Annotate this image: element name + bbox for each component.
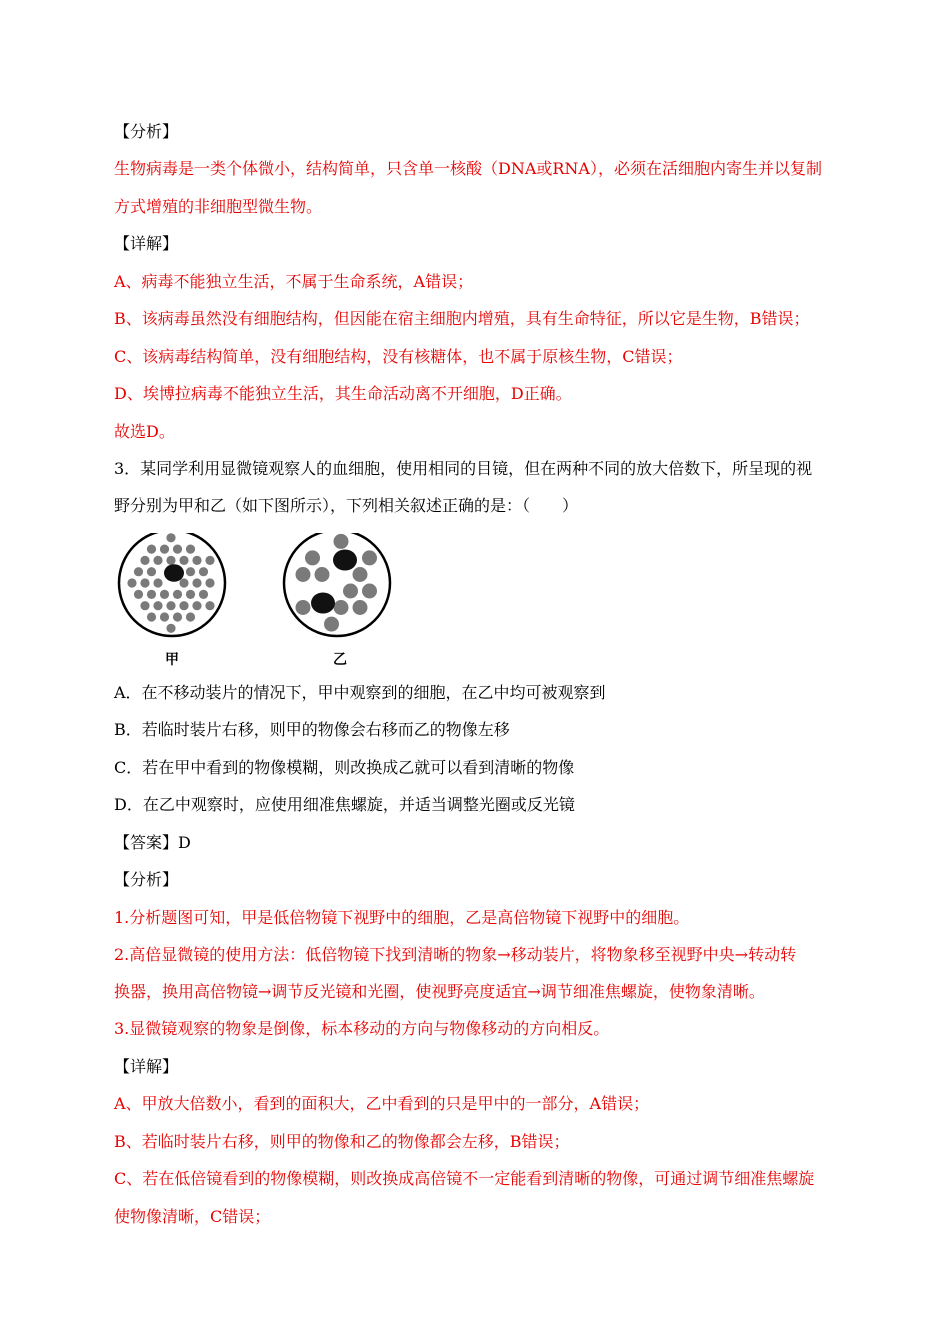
red-blood-cell — [134, 567, 143, 576]
low-power-field — [119, 533, 225, 636]
section-header-analysis: 【分析】 — [114, 122, 179, 141]
section-header-detail: 【详解】 — [114, 1057, 179, 1076]
red-blood-cell — [140, 578, 149, 587]
red-blood-cell — [160, 545, 169, 554]
detail-item-b: B、该病毒虽然没有细胞结构，但因能在宿主细胞内增殖，具有生命特征，所以它是生物，B错误； — [114, 309, 810, 328]
question-stem-line: 3．某同学利用显微镜观察人的血细胞，使用相同的目镜，但在两种不同的放大倍数下，所呈现的视 — [114, 459, 813, 478]
red-blood-cell — [140, 601, 149, 610]
answer-line: 【答案】D — [114, 833, 191, 852]
detail-item-c: C、若在低倍镜看到的物像模糊，则改换成高倍镜不一定能看到清晰的物像，可通过调节细准焦螺旋 — [114, 1169, 815, 1188]
red-blood-cell — [353, 600, 368, 615]
red-blood-cell — [166, 533, 175, 542]
detail-item-c-cont: 使物像清晰，C错误； — [114, 1207, 271, 1226]
red-blood-cell — [147, 545, 156, 554]
figure-label-jia: 甲 — [165, 652, 179, 668]
white-blood-cell-nucleus — [164, 564, 184, 582]
red-blood-cell — [334, 600, 349, 615]
red-blood-cell — [315, 567, 330, 582]
section-header-detail: 【详解】 — [114, 234, 179, 253]
red-blood-cell — [334, 534, 349, 549]
red-blood-cell — [205, 601, 214, 610]
red-blood-cell — [186, 590, 195, 599]
red-blood-cell — [205, 578, 214, 587]
red-blood-cell — [173, 612, 182, 621]
high-power-field — [284, 533, 390, 636]
red-blood-cell — [192, 556, 201, 565]
analysis-point-2-cont: 换器，换用高倍物镜→调节反光镜和光圈，使视野亮度适宜→调节细准焦螺旋，使物象清晰。 — [114, 982, 765, 1001]
detail-item-a: A、病毒不能独立生活，不属于生命系统，A错误； — [114, 272, 474, 291]
red-blood-cell — [362, 550, 377, 565]
option-a: A．在不移动装片的情况下，甲中观察到的细胞，在乙中均可被观察到 — [114, 683, 606, 702]
red-blood-cell — [186, 545, 195, 554]
red-blood-cell — [192, 601, 201, 610]
red-blood-cell — [127, 578, 136, 587]
detail-item-d: D、埃博拉病毒不能独立生活，其生命活动离不开细胞，D正确。 — [114, 384, 572, 403]
red-blood-cell — [134, 590, 143, 599]
red-blood-cell — [153, 578, 162, 587]
detail-item-b: B、若临时装片右移，则甲的物像和乙的物像都会左移，B错误； — [114, 1132, 570, 1151]
red-blood-cell — [324, 617, 339, 632]
white-blood-cell-nucleus — [311, 592, 335, 613]
final-choice: 故选D。 — [114, 422, 175, 441]
red-blood-cell — [147, 590, 156, 599]
microscope-fields-figure — [114, 533, 414, 668]
detail-item-c: C、该病毒结构简单，没有细胞结构，没有核糖体，也不属于原核生物，C错误； — [114, 347, 683, 366]
red-blood-cell — [343, 584, 358, 599]
red-blood-cell — [140, 556, 149, 565]
option-d: D．在乙中观察时，应使用细准焦螺旋，并适当调整光圈或反光镜 — [114, 795, 575, 814]
red-blood-cell — [353, 567, 368, 582]
red-blood-cell — [160, 590, 169, 599]
red-blood-cell — [160, 612, 169, 621]
white-blood-cell-nucleus — [333, 549, 357, 570]
analysis-text-line: 生物病毒是一类个体微小，结构简单，只含单一核酸（DNA或RNA），必须在活细胞内寄生并以复制 — [114, 159, 822, 178]
option-c: C．若在甲中看到的物像模糊，则改换成乙就可以看到清晰的物像 — [114, 758, 575, 777]
red-blood-cell — [166, 556, 175, 565]
red-blood-cell — [179, 578, 188, 587]
red-blood-cell — [186, 612, 195, 621]
red-blood-cell — [179, 601, 188, 610]
red-blood-cell — [205, 556, 214, 565]
figure-label-yi: 乙 — [333, 652, 347, 668]
red-blood-cell — [153, 556, 162, 565]
red-blood-cell — [296, 567, 311, 582]
microscope-fields-illustration — [114, 533, 414, 668]
red-blood-cell — [179, 556, 188, 565]
red-blood-cell — [305, 550, 320, 565]
analysis-point-3: 3.显微镜观察的物象是倒像，标本移动的方向与物像移动的方向相反。 — [114, 1019, 610, 1038]
section-header-analysis: 【分析】 — [114, 870, 179, 889]
analysis-point-2: 2.高倍显微镜的使用方法：低倍物镜下找到清晰的物象→移动装片，将物象移至视野中央→转动转 — [114, 945, 797, 964]
option-b: B．若临时装片右移，则甲的物像会右移而乙的物像左移 — [114, 720, 510, 739]
red-blood-cell — [173, 545, 182, 554]
red-blood-cell — [153, 601, 162, 610]
red-blood-cell — [147, 567, 156, 576]
red-blood-cell — [296, 600, 311, 615]
red-blood-cell — [147, 612, 156, 621]
analysis-text-line: 方式增殖的非细胞型微生物。 — [114, 197, 323, 216]
red-blood-cell — [166, 601, 175, 610]
red-blood-cell — [166, 624, 175, 633]
red-blood-cell — [362, 584, 377, 599]
analysis-point-1: 1.分析题图可知，甲是低倍物镜下视野中的细胞，乙是高倍物镜下视野中的细胞。 — [114, 908, 690, 927]
question-stem-line: 野分别为甲和乙（如下图所示），下列相关叙述正确的是：（ ） — [114, 496, 579, 515]
red-blood-cell — [186, 567, 195, 576]
red-blood-cell — [192, 578, 201, 587]
red-blood-cell — [173, 590, 182, 599]
red-blood-cell — [199, 590, 208, 599]
detail-item-a: A、甲放大倍数小，看到的面积大，乙中看到的只是甲中的一部分，A错误； — [114, 1094, 650, 1113]
red-blood-cell — [199, 567, 208, 576]
